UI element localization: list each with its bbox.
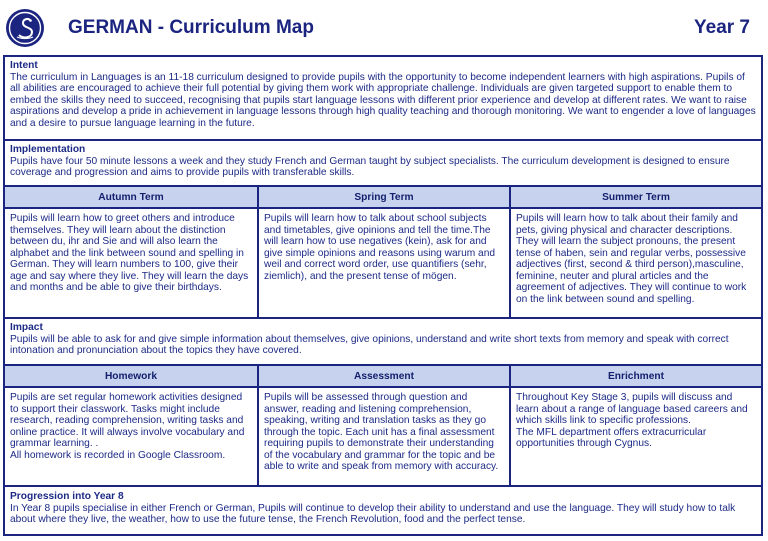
school-crest-icon — [5, 8, 45, 48]
progression-text: In Year 8 pupils specialise in either French or German, Pupils will continue to develop their ability to understand and use the language. They will study how to talk about where they live, the weather, how to use the future tense, the French Revolution, food and the perfect tense. — [10, 502, 736, 525]
intent-text: The curriculum in Languages is an 11-18 curriculum designed to provide pupils with the opportunity to become independent learners with high aspirations. Pupils of all abilities are encouraged to achieve their full potential by giving them work with appropriate challenge. Individuals are given targeted support to enable them to embed the skills they need to succeed, recognising that pupils start language lessons with different prior experience and develop at different rates. We want to raise aspirations and develop a pride in achievement in language lessons through high quality teaching and thorough monitoring. We want to engender a love of languages and a desire to pursue language learning in the future. — [10, 71, 756, 129]
extras-table — [5, 366, 761, 485]
progression-section — [5, 489, 761, 528]
implementation-text: Pupils have four 50 minute lessons a week and they study French and German taught by subject specialists. The curriculum development is designed to ensure coverage and progression and aims to provide pupils with transferable skills. — [10, 155, 730, 178]
autumn-term-text: Pupils will learn how to greet others and introduce themselves. They will learn about the distinction between du, ihr and Sie and will also learn the alphabet and the link between sound and spelling in German. They will learn numbers to 100, give their age and say where they live. They will learn the days and months and be able to give their birthdays. — [10, 213, 249, 293]
summer-term-text: Pupils will learn how to talk about their family and pets, giving physical and character descriptions. They will learn the subject pronouns, the present tense of haben, sein and regular verbs, possessive adjectives (first, second & third person),masculine, feminine, neuter and plural articles and the agreement of adjectives. They will continue to work on the link between sound and spelling. — [516, 213, 747, 305]
spring-term-text: Pupils will learn how to talk about school subjects and timetables, give opinions and tell the time.The will learn how to use negatives (kein), ask for and give simple opinions and reasons using warum and weil and correct word order, use quantifiers (sehr, ziemlich), and the present tense of mögen. — [264, 213, 496, 282]
column-divider — [257, 187, 259, 317]
progression-title: Progression into Year 8 — [10, 491, 124, 502]
homework-header: Homework — [5, 366, 257, 386]
intent-title: Intent — [10, 60, 38, 71]
implementation-title: Implementation — [10, 144, 86, 155]
homework-text — [5, 388, 257, 465]
terms-table — [5, 187, 761, 317]
enrichment-paragraph: The MFL department offers extracurricular opportunities through Cygnus. — [516, 426, 707, 449]
homework-paragraph: All homework is recorded in Google Classroom. — [10, 449, 226, 461]
column-divider — [509, 366, 511, 485]
autumn-term-header: Autumn Term — [5, 187, 257, 207]
summer-term-header: Summer Term — [511, 187, 761, 207]
assessment-header: Assessment — [259, 366, 509, 386]
column-divider — [257, 366, 259, 485]
impact-title: Impact — [10, 322, 43, 333]
intent-section — [5, 58, 761, 131]
homework-paragraph: Pupils are set regular homework activities designed to support their classwork. Tasks might include research, reading comprehension, writing tasks and online practice. It will always involve vocabulary and grammar learning. . — [10, 392, 245, 449]
divider — [5, 317, 761, 319]
divider — [5, 485, 761, 487]
column-divider — [509, 187, 511, 317]
page-title: GERMAN - Curriculum Map — [68, 17, 314, 38]
spring-term-header: Spring Term — [259, 187, 509, 207]
assessment-text: Pupils will be assessed through question and answer, reading and listening comprehension, speaking, writing and translation tasks as they go through the topic. Each unit has a final assessment requiring pupils to demonstrate their understanding of the vocabulary and grammar for the topic and be able to write and speak from memory with accuracy. — [264, 392, 499, 472]
year-label: Year 7 — [694, 17, 750, 38]
curriculum-frame — [3, 55, 763, 536]
impact-section — [5, 320, 761, 359]
divider — [5, 139, 761, 141]
implementation-section — [5, 142, 761, 181]
enrichment-header: Enrichment — [511, 366, 761, 386]
page-header — [0, 0, 768, 55]
impact-text: Pupils will be able to ask for and give simple information about themselves, give opinions, understand and write short texts from memory and speak with correct intonation and pronunciation about the topics they have covered. — [10, 333, 729, 356]
enrichment-text — [511, 388, 761, 454]
enrichment-paragraph: Throughout Key Stage 3, pupils will discuss and learn about a range of language based careers and which skills link to specific professions. — [516, 392, 748, 426]
